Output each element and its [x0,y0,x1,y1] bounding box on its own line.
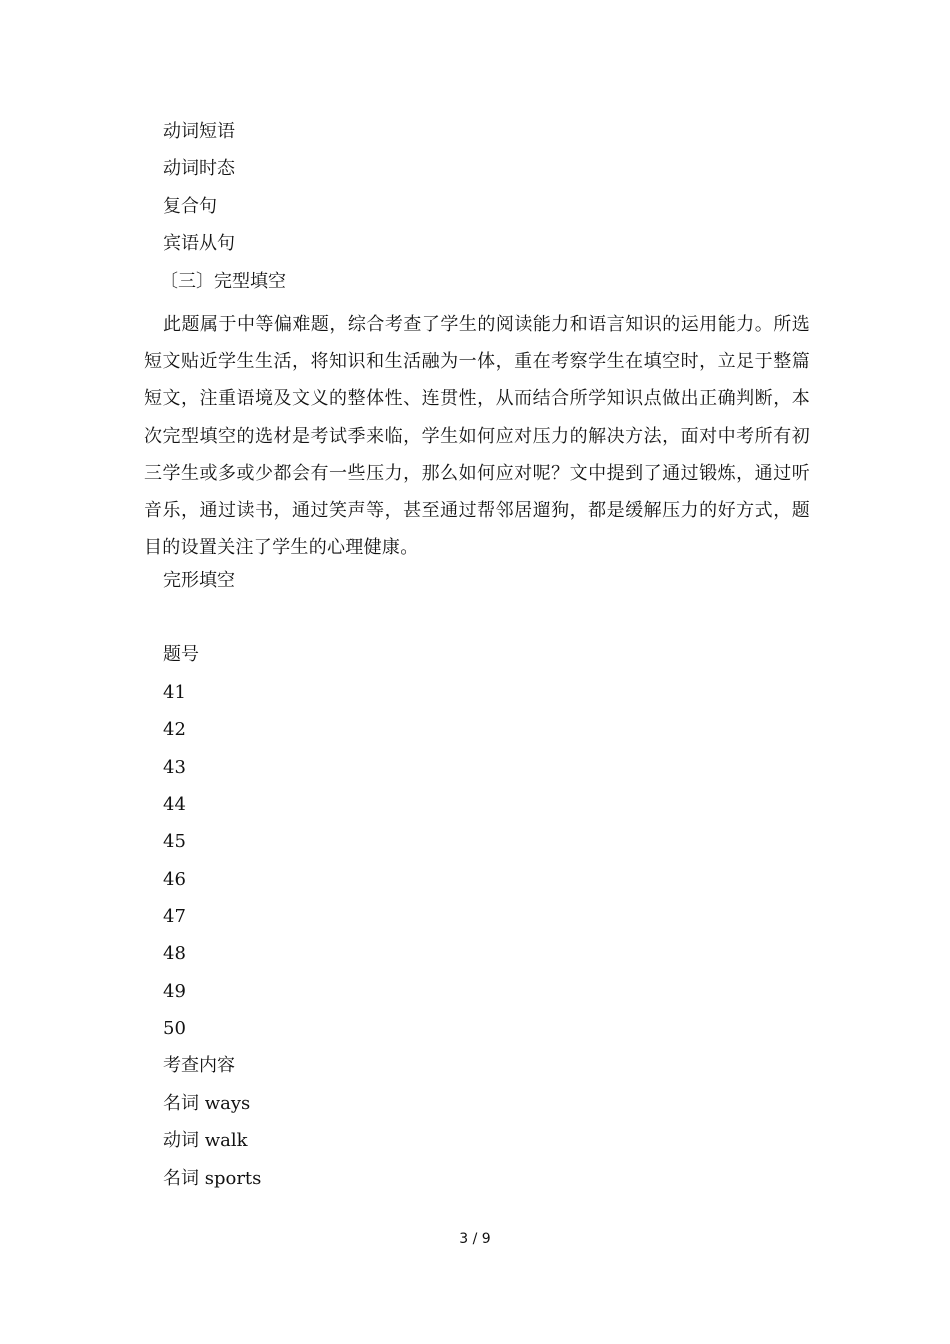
section-title-cloze: 完形填空 [163,570,235,591]
analysis-paragraph: 此题属于中等偏难题，综合考查了学生的阅读能力和语言知识的运用能力。所选短文贴近学生生活，将知识和生活融为一体，重在考察学生在填空时，立足于整篇短文，注重语境及文义的整体性、连贯性，从而结合所学知识点做出正确判断，本次完型填空的选材是考试季来临，学生如何应对压力的解决方法，面对中考所有初三学生或多或少都会有一些压力，那么如何应对呢？文中提到了通过锻炼，通过听音乐，通过读书，通过笑声等，甚至通过帮邻居遛狗，都是缓解压力的好方式，题目的设置关注了学生的心理健康。 [144,314,810,559]
page-indicator: 3 / 9 [459,1231,491,1247]
table-header-number: 题号 [163,644,199,665]
table-header-content: 考查内容 [163,1055,235,1076]
question-number: 41 [163,682,186,703]
content-item: 动词 walk [163,1130,248,1151]
question-number: 47 [163,906,186,927]
content-item: 名词 ways [163,1093,251,1114]
question-number: 43 [163,757,186,778]
text-line-verb-tense: 动词时态 [163,158,235,179]
question-number: 49 [163,981,186,1002]
question-number: 46 [163,869,186,890]
content-item: 名词 sports [163,1168,262,1189]
text-line-complex-sentence: 复合句 [163,196,217,217]
question-number: 42 [163,719,186,740]
question-number: 50 [163,1018,186,1039]
text-line-verb-phrase: 动词短语 [163,121,235,142]
question-number: 45 [163,831,186,852]
question-number: 44 [163,794,186,815]
text-line-object-clause: 宾语从句 [163,233,235,254]
question-number: 48 [163,943,186,964]
section-heading-cloze: 〔三〕完型填空 [160,271,286,292]
